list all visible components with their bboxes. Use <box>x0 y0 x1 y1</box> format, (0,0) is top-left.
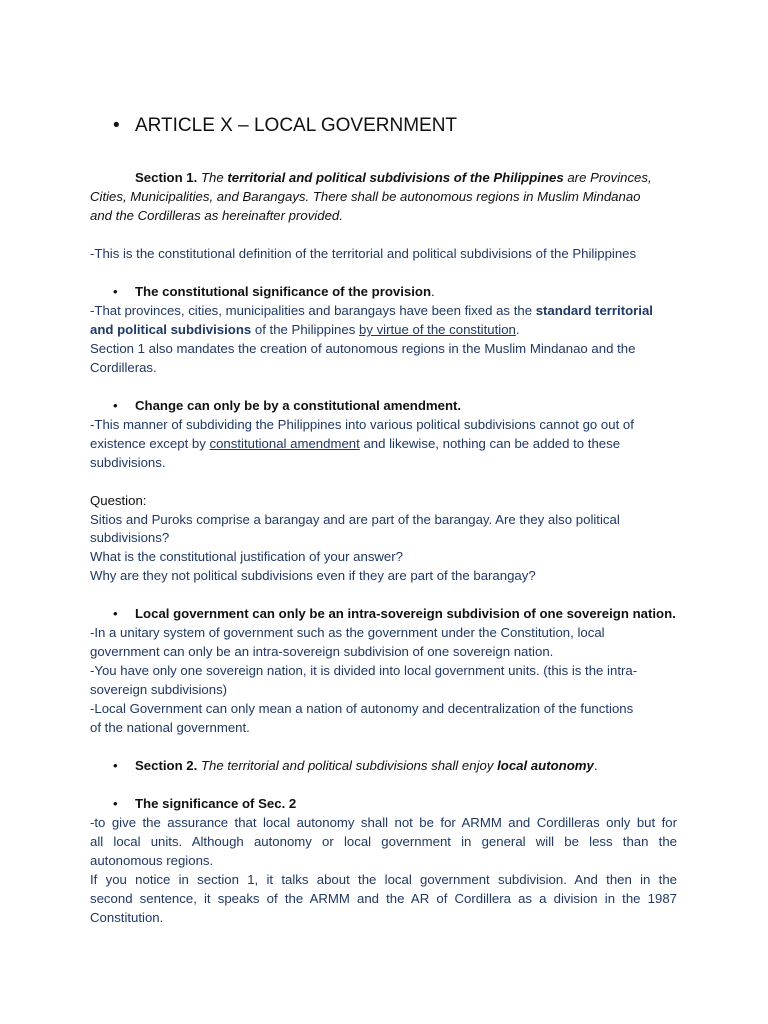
p4-line6: Constitution. <box>90 910 164 925</box>
p2-line2: existence except by constitutional amendment and likewise, nothing can be added to these <box>90 436 621 451</box>
bullet-icon: • <box>113 758 118 773</box>
section1-line2: Cities, Municipalities, and Barangays. There shall be autonomous regions in Muslim Mindanao <box>90 189 641 204</box>
bullet-constitutional-significance: • The constitutional significance of the provision. <box>113 284 435 299</box>
section1-line3: and the Cordilleras as hereinafter provided. <box>90 208 343 223</box>
question-line4: Why are they not political subdivisions even if they are part of the barangay? <box>90 568 536 583</box>
article-title: ARTICLE X – LOCAL GOVERNMENT <box>135 115 458 136</box>
bullet-constitutional-amendment: • Change can only be by a constitutional amendment. <box>113 398 462 413</box>
p1-line3: Section 1 also mandates the creation of autonomous regions in the Muslim Mindanao and the <box>90 341 636 356</box>
p3-line3: -You have only one sovereign nation, it is divided into local government units. (this is the intra- <box>90 663 638 678</box>
link-by-virtue: by virtue of the constitution <box>359 322 516 337</box>
p3-line6: of the national government. <box>90 720 250 735</box>
p1-line1: -That provinces, cities, municipalities and barangays have been fixed as the standard territorial <box>90 303 653 318</box>
p3-line2: government can only be an intra-sovereign subdivision of one sovereign nation. <box>90 644 554 659</box>
question-line3: What is the constitutional justification of your answer? <box>90 549 403 564</box>
section1-emphasis: territorial and political subdivisions of the Philippines <box>227 170 564 185</box>
p3-line5: -Local Government can only mean a nation of autonomy and decentralization of the functions <box>90 701 634 716</box>
p2-line1: -This manner of subdividing the Philippines into various political subdivisions cannot go out of <box>90 417 634 432</box>
section2-emphasis: local autonomy <box>497 758 594 773</box>
p3-line1: -In a unitary system of government such as the government under the Constitution, local <box>90 625 605 640</box>
p4-line2: all local units. Although autonomy or local government in general will be less than the <box>90 834 677 849</box>
question-label: Question: <box>90 493 147 508</box>
p4-line4: If you notice in section 1, it talks about the local government subdivision. And then in the <box>90 872 677 887</box>
bullet-icon: • <box>113 796 118 811</box>
bullet-significance-sec2: • The significance of Sec. 2 <box>113 796 297 811</box>
bullet-icon: • <box>113 115 120 136</box>
p1-line4: Cordilleras. <box>90 360 157 375</box>
bullet-icon: • <box>113 398 118 413</box>
p2-line3: subdivisions. <box>90 455 166 470</box>
p3-line4: sovereign subdivisions) <box>90 682 228 697</box>
question-line2: subdivisions? <box>90 530 170 545</box>
p4-line5: second sentence, it speaks of the ARMM and the AR of Cordillera as a division in the 1987 <box>90 891 677 906</box>
section2-label: Section 2. <box>135 758 198 773</box>
bullet-section2: • Section 2. The territorial and political subdivisions shall enjoy local autonomy. <box>113 758 598 773</box>
p4-line3: autonomous regions. <box>90 853 214 868</box>
bullet-icon: • <box>113 606 118 621</box>
definition-line: -This is the constitutional definition of the territorial and political subdivisions of the Philippines <box>90 246 637 261</box>
bullet-icon: • <box>113 284 118 299</box>
section1-line1: Section 1. The territorial and political subdivisions of the Philippines are Provinces, <box>135 170 652 185</box>
section1-label: Section 1. <box>135 170 198 185</box>
p4-line1: -to give the assurance that local autonomy shall not be for ARMM and Cordilleras only but for <box>90 815 677 830</box>
question-line1: Sitios and Puroks comprise a barangay and are part of the barangay. Are they also political <box>90 512 620 527</box>
p1-line2: and political subdivisions of the Philippines by virtue of the constitution. <box>90 322 520 337</box>
link-constitutional-amendment: constitutional amendment <box>209 436 360 451</box>
article-heading <box>113 115 457 137</box>
bullet-intra-sovereign: • Local government can only be an intra-sovereign subdivision of one sovereign nation. <box>113 606 676 621</box>
